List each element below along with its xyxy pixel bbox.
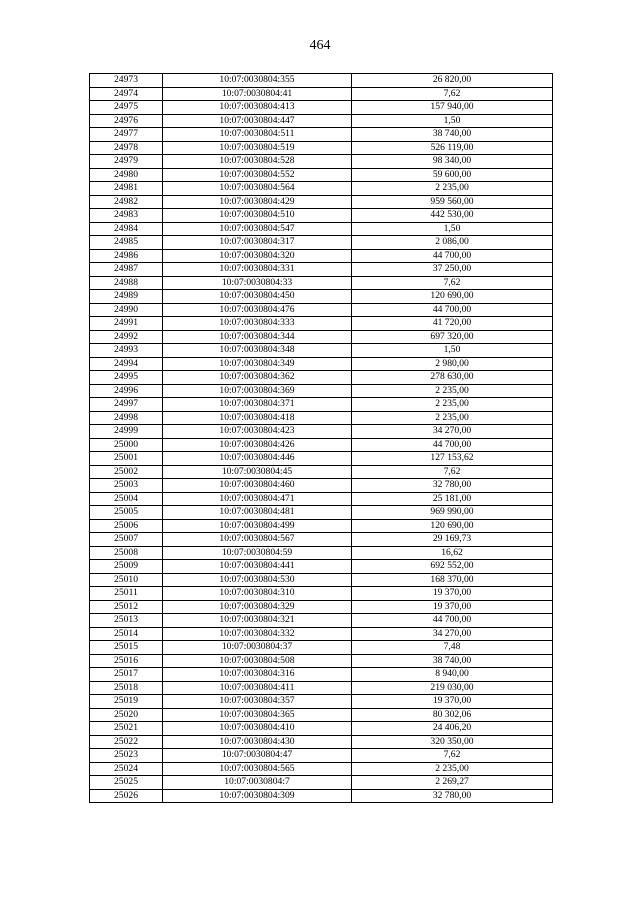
- cadastral-number-cell: 10:07:0030804:331: [163, 263, 352, 277]
- row-number-cell: 25007: [90, 533, 163, 547]
- table-row: [90, 627, 553, 641]
- cadastral-number-cell: 10:07:0030804:41: [163, 87, 352, 101]
- cadastral-number-cell: 10:07:0030804:460: [163, 479, 352, 493]
- cadastral-number-cell: 10:07:0030804:321: [163, 614, 352, 628]
- cadastral-number-cell: 10:07:0030804:564: [163, 182, 352, 196]
- cadastral-value-cell: 44 700,00: [352, 249, 553, 263]
- row-number-cell: 25003: [90, 479, 163, 493]
- cadastral-value-cell: 32 780,00: [352, 789, 553, 803]
- cadastral-number-cell: 10:07:0030804:450: [163, 290, 352, 304]
- cadastral-number-cell: 10:07:0030804:413: [163, 101, 352, 115]
- cadastral-value-cell: 19 370,00: [352, 587, 553, 601]
- cadastral-number-cell: 10:07:0030804:47: [163, 749, 352, 763]
- row-number-cell: 24994: [90, 357, 163, 371]
- row-number-cell: 25021: [90, 722, 163, 736]
- row-number-cell: 25006: [90, 519, 163, 533]
- row-number-cell: 25008: [90, 546, 163, 560]
- table-row: [90, 276, 553, 290]
- row-number-cell: 25022: [90, 735, 163, 749]
- row-number-cell: 25009: [90, 560, 163, 574]
- cadastral-value-cell: 2 235,00: [352, 411, 553, 425]
- cadastral-number-cell: 10:07:0030804:369: [163, 384, 352, 398]
- row-number-cell: 24976: [90, 114, 163, 128]
- row-number-cell: 24997: [90, 398, 163, 412]
- cadastral-number-cell: 10:07:0030804:567: [163, 533, 352, 547]
- cadastral-number-cell: 10:07:0030804:411: [163, 681, 352, 695]
- cadastral-number-cell: 10:07:0030804:547: [163, 222, 352, 236]
- row-number-cell: 25002: [90, 465, 163, 479]
- cadastral-value-cell: 44 700,00: [352, 614, 553, 628]
- cadastral-value-cell: 7,62: [352, 276, 553, 290]
- row-number-cell: 25018: [90, 681, 163, 695]
- cadastral-number-cell: 10:07:0030804:37: [163, 641, 352, 655]
- table-row: [90, 182, 553, 196]
- row-number-cell: 25013: [90, 614, 163, 628]
- table-row: [90, 695, 553, 709]
- cadastral-value-cell: 26 820,00: [352, 74, 553, 88]
- table-row: [90, 789, 553, 803]
- cadastral-number-cell: 10:07:0030804:33: [163, 276, 352, 290]
- cadastral-number-cell: 10:07:0030804:429: [163, 195, 352, 209]
- cadastral-value-cell: 38 740,00: [352, 128, 553, 142]
- table-row: [90, 722, 553, 736]
- table-row: [90, 236, 553, 250]
- cadastral-value-cell: 959 560,00: [352, 195, 553, 209]
- row-number-cell: 24975: [90, 101, 163, 115]
- table-row: [90, 479, 553, 493]
- cadastral-value-cell: 34 270,00: [352, 425, 553, 439]
- table-row: [90, 263, 553, 277]
- cadastral-number-cell: 10:07:0030804:310: [163, 587, 352, 601]
- table-row: [90, 371, 553, 385]
- table-row: [90, 425, 553, 439]
- cadastral-number-cell: 10:07:0030804:355: [163, 74, 352, 88]
- row-number-cell: 25012: [90, 600, 163, 614]
- table-row: [90, 357, 553, 371]
- table-row: [90, 74, 553, 88]
- cadastral-number-cell: 10:07:0030804:332: [163, 627, 352, 641]
- row-number-cell: 24993: [90, 344, 163, 358]
- row-number-cell: 25000: [90, 438, 163, 452]
- row-number-cell: 25015: [90, 641, 163, 655]
- table-row: [90, 749, 553, 763]
- table-row: [90, 222, 553, 236]
- table-row: [90, 735, 553, 749]
- cadastral-value-cell: 98 340,00: [352, 155, 553, 169]
- cadastral-number-cell: 10:07:0030804:423: [163, 425, 352, 439]
- table-row: [90, 546, 553, 560]
- cadastral-value-cell: 120 690,00: [352, 290, 553, 304]
- table-row: [90, 330, 553, 344]
- table-row: [90, 384, 553, 398]
- cadastral-number-cell: 10:07:0030804:552: [163, 168, 352, 182]
- row-number-cell: 25004: [90, 492, 163, 506]
- cadastral-value-cell: 442 530,00: [352, 209, 553, 223]
- cadastral-value-cell: 2 980,00: [352, 357, 553, 371]
- cadastral-number-cell: 10:07:0030804:371: [163, 398, 352, 412]
- table-row: [90, 465, 553, 479]
- row-number-cell: 24984: [90, 222, 163, 236]
- cadastral-number-cell: 10:07:0030804:511: [163, 128, 352, 142]
- cadastral-value-cell: 2 235,00: [352, 182, 553, 196]
- cadastral-number-cell: 10:07:0030804:348: [163, 344, 352, 358]
- cadastral-value-cell: 59 600,00: [352, 168, 553, 182]
- cadastral-number-cell: 10:07:0030804:446: [163, 452, 352, 466]
- cadastral-value-cell: 24 406,20: [352, 722, 553, 736]
- row-number-cell: 25014: [90, 627, 163, 641]
- table-row: [90, 209, 553, 223]
- cadastral-number-cell: 10:07:0030804:317: [163, 236, 352, 250]
- row-number-cell: 24979: [90, 155, 163, 169]
- cadastral-number-cell: 10:07:0030804:333: [163, 317, 352, 331]
- table-row: [90, 587, 553, 601]
- row-number-cell: 24988: [90, 276, 163, 290]
- table-row: [90, 452, 553, 466]
- cadastral-value-cell: 127 153,62: [352, 452, 553, 466]
- table-row: [90, 114, 553, 128]
- table-row: [90, 303, 553, 317]
- table-row: [90, 411, 553, 425]
- table-row: [90, 195, 553, 209]
- table-row: [90, 506, 553, 520]
- cadastral-number-cell: 10:07:0030804:59: [163, 546, 352, 560]
- cadastral-value-cell: 2 086,00: [352, 236, 553, 250]
- cadastral-value-cell: 37 250,00: [352, 263, 553, 277]
- cadastral-value-cell: 32 780,00: [352, 479, 553, 493]
- row-number-cell: 24974: [90, 87, 163, 101]
- table-row: [90, 681, 553, 695]
- cadastral-value-cell: 25 181,00: [352, 492, 553, 506]
- row-number-cell: 24992: [90, 330, 163, 344]
- cadastral-value-cell: 2 235,00: [352, 398, 553, 412]
- cadastral-number-cell: 10:07:0030804:309: [163, 789, 352, 803]
- cadastral-value-cell: 16,62: [352, 546, 553, 560]
- cadastral-number-cell: 10:07:0030804:320: [163, 249, 352, 263]
- table-row: [90, 317, 553, 331]
- cadastral-number-cell: 10:07:0030804:508: [163, 654, 352, 668]
- row-number-cell: 25016: [90, 654, 163, 668]
- cadastral-number-cell: 10:07:0030804:357: [163, 695, 352, 709]
- cadastral-number-cell: 10:07:0030804:471: [163, 492, 352, 506]
- cadastral-number-cell: 10:07:0030804:418: [163, 411, 352, 425]
- table-row: [90, 249, 553, 263]
- cadastral-number-cell: 10:07:0030804:7: [163, 776, 352, 790]
- row-number-cell: 24983: [90, 209, 163, 223]
- cadastral-value-table: [89, 73, 553, 803]
- cadastral-number-cell: 10:07:0030804:530: [163, 573, 352, 587]
- cadastral-value-cell: 2 235,00: [352, 762, 553, 776]
- cadastral-number-cell: 10:07:0030804:362: [163, 371, 352, 385]
- table-row: [90, 560, 553, 574]
- cadastral-value-cell: 7,48: [352, 641, 553, 655]
- cadastral-value-cell: 168 370,00: [352, 573, 553, 587]
- table-row: [90, 776, 553, 790]
- row-number-cell: 24985: [90, 236, 163, 250]
- table-row: [90, 641, 553, 655]
- row-number-cell: 24998: [90, 411, 163, 425]
- row-number-cell: 24989: [90, 290, 163, 304]
- cadastral-value-cell: 19 370,00: [352, 600, 553, 614]
- cadastral-value-cell: 1,50: [352, 344, 553, 358]
- table-row: [90, 654, 553, 668]
- table-row: [90, 533, 553, 547]
- cadastral-number-cell: 10:07:0030804:481: [163, 506, 352, 520]
- row-number-cell: 25025: [90, 776, 163, 790]
- table-row: [90, 398, 553, 412]
- cadastral-value-cell: 219 030,00: [352, 681, 553, 695]
- row-number-cell: 25001: [90, 452, 163, 466]
- cadastral-number-cell: 10:07:0030804:476: [163, 303, 352, 317]
- table-row: [90, 290, 553, 304]
- cadastral-value-cell: 120 690,00: [352, 519, 553, 533]
- cadastral-value-cell: 969 990,00: [352, 506, 553, 520]
- row-number-cell: 24981: [90, 182, 163, 196]
- cadastral-number-cell: 10:07:0030804:344: [163, 330, 352, 344]
- row-number-cell: 24982: [90, 195, 163, 209]
- table-row: [90, 600, 553, 614]
- cadastral-number-cell: 10:07:0030804:329: [163, 600, 352, 614]
- cadastral-value-cell: 1,50: [352, 114, 553, 128]
- table-row: [90, 344, 553, 358]
- row-number-cell: 25017: [90, 668, 163, 682]
- page-number: 464: [309, 38, 331, 53]
- table-row: [90, 614, 553, 628]
- cadastral-value-cell: 80 302,06: [352, 708, 553, 722]
- cadastral-number-cell: 10:07:0030804:528: [163, 155, 352, 169]
- row-number-cell: 25005: [90, 506, 163, 520]
- cadastral-number-cell: 10:07:0030804:316: [163, 668, 352, 682]
- table-row: [90, 141, 553, 155]
- row-number-cell: 24995: [90, 371, 163, 385]
- row-number-cell: 24986: [90, 249, 163, 263]
- cadastral-value-cell: 526 119,00: [352, 141, 553, 155]
- row-number-cell: 24987: [90, 263, 163, 277]
- cadastral-number-cell: 10:07:0030804:519: [163, 141, 352, 155]
- table-row: [90, 438, 553, 452]
- cadastral-value-cell: 38 740,00: [352, 654, 553, 668]
- cadastral-value-cell: 2 235,00: [352, 384, 553, 398]
- cadastral-number-cell: 10:07:0030804:349: [163, 357, 352, 371]
- row-number-cell: 24978: [90, 141, 163, 155]
- cadastral-value-cell: 7,62: [352, 87, 553, 101]
- cadastral-value-cell: 1,50: [352, 222, 553, 236]
- row-number-cell: 25020: [90, 708, 163, 722]
- cadastral-value-cell: 41 720,00: [352, 317, 553, 331]
- cadastral-value-cell: 278 630,00: [352, 371, 553, 385]
- table-row: [90, 762, 553, 776]
- row-number-cell: 24999: [90, 425, 163, 439]
- cadastral-value-cell: 19 370,00: [352, 695, 553, 709]
- cadastral-number-cell: 10:07:0030804:410: [163, 722, 352, 736]
- cadastral-number-cell: 10:07:0030804:426: [163, 438, 352, 452]
- row-number-cell: 24991: [90, 317, 163, 331]
- row-number-cell: 25010: [90, 573, 163, 587]
- row-number-cell: 25023: [90, 749, 163, 763]
- cadastral-number-cell: 10:07:0030804:499: [163, 519, 352, 533]
- cadastral-number-cell: 10:07:0030804:45: [163, 465, 352, 479]
- row-number-cell: 25024: [90, 762, 163, 776]
- cadastral-value-cell: 8 940,00: [352, 668, 553, 682]
- table-row: [90, 168, 553, 182]
- cadastral-number-cell: 10:07:0030804:510: [163, 209, 352, 223]
- table-row: [90, 128, 553, 142]
- cadastral-number-cell: 10:07:0030804:365: [163, 708, 352, 722]
- cadastral-value-cell: 34 270,00: [352, 627, 553, 641]
- table-row: [90, 87, 553, 101]
- row-number-cell: 24973: [90, 74, 163, 88]
- cadastral-value-cell: 7,62: [352, 749, 553, 763]
- cadastral-value-cell: 29 169,73: [352, 533, 553, 547]
- row-number-cell: 24996: [90, 384, 163, 398]
- cadastral-value-cell: 7,62: [352, 465, 553, 479]
- table-row: [90, 668, 553, 682]
- row-number-cell: 25019: [90, 695, 163, 709]
- cadastral-number-cell: 10:07:0030804:441: [163, 560, 352, 574]
- table-row: [90, 155, 553, 169]
- table-row: [90, 492, 553, 506]
- table-row: [90, 708, 553, 722]
- cadastral-number-cell: 10:07:0030804:447: [163, 114, 352, 128]
- row-number-cell: 24980: [90, 168, 163, 182]
- cadastral-value-cell: 44 700,00: [352, 303, 553, 317]
- table-row: [90, 101, 553, 115]
- row-number-cell: 24990: [90, 303, 163, 317]
- cadastral-value-cell: 44 700,00: [352, 438, 553, 452]
- cadastral-number-cell: 10:07:0030804:430: [163, 735, 352, 749]
- row-number-cell: 25011: [90, 587, 163, 601]
- cadastral-value-cell: 2 269,27: [352, 776, 553, 790]
- cadastral-value-cell: 697 320,00: [352, 330, 553, 344]
- cadastral-value-cell: 320 350,00: [352, 735, 553, 749]
- row-number-cell: 24977: [90, 128, 163, 142]
- cadastral-value-cell: 692 552,00: [352, 560, 553, 574]
- table-row: [90, 519, 553, 533]
- cadastral-value-cell: 157 940,00: [352, 101, 553, 115]
- cadastral-number-cell: 10:07:0030804:565: [163, 762, 352, 776]
- table-body: [90, 74, 553, 803]
- table-row: [90, 573, 553, 587]
- row-number-cell: 25026: [90, 789, 163, 803]
